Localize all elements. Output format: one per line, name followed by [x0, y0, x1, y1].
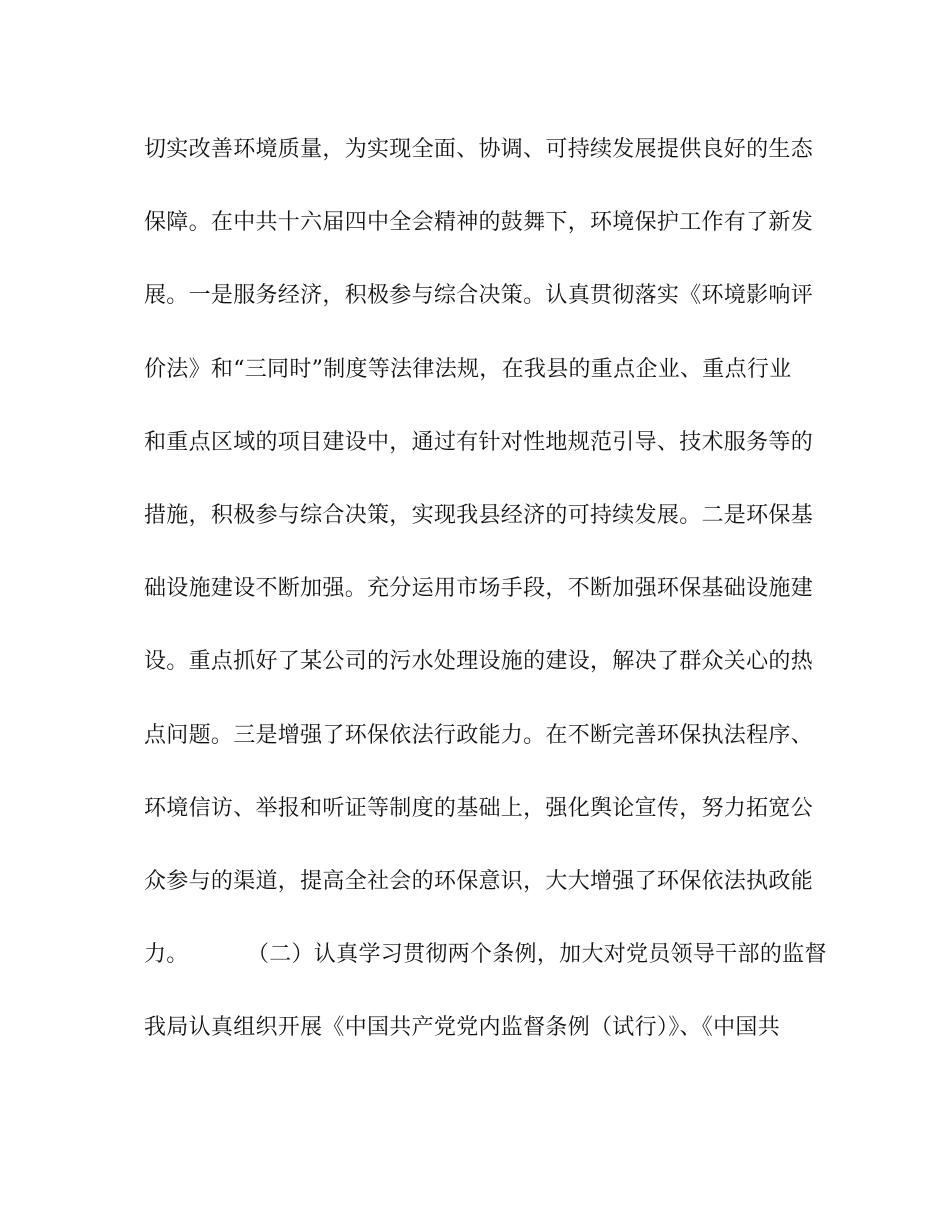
text-line: 切实改善环境质量，为实现全面、协调、可持续发展提供良好的生态 [144, 137, 814, 162]
text-line: 措施，积极参与综合决策，实现我县经济的可持续发展。二是环保基 [144, 502, 814, 528]
text-line: 设。重点抓好了某公司的污水处理设施的建设，解决了群众关心的热 [144, 649, 814, 675]
document-body [144, 137, 827, 1088]
text-line: 展。一是服务经济，积极参与综合决策。认真贯彻落实《环境影响评 [144, 283, 814, 309]
text-line: 我局认真组织开展《中国共产党党内监督条例（试行）》、《中国共 [144, 1015, 781, 1041]
text-line: 力。 （二）认真学习贯彻两个条例，加大对党员领导干部的监督 [144, 942, 827, 968]
text-line: 保障。在中共十六届四中全会精神的鼓舞下，环境保护工作有了新发 [144, 210, 814, 236]
text-line: 和重点区域的项目建设中，通过有针对性地规范引导、技术服务等的 [144, 429, 814, 455]
text-line: 价法》和“三同时”制度等法律法规，在我县的重点企业、重点行业 [144, 356, 792, 382]
text-line: 众参与的渠道，提高全社会的环保意识，大大增强了环保依法执政能 [144, 868, 814, 894]
text-line: 点问题。三是增强了环保依法行政能力。在不断完善环保执法程序、 [144, 722, 814, 748]
text-line: 环境信访、举报和听证等制度的基础上，强化舆论宣传，努力拓宽公 [144, 795, 814, 821]
text-line: 础设施建设不断加强。充分运用市场手段，不断加强环保基础设施建 [144, 576, 814, 602]
